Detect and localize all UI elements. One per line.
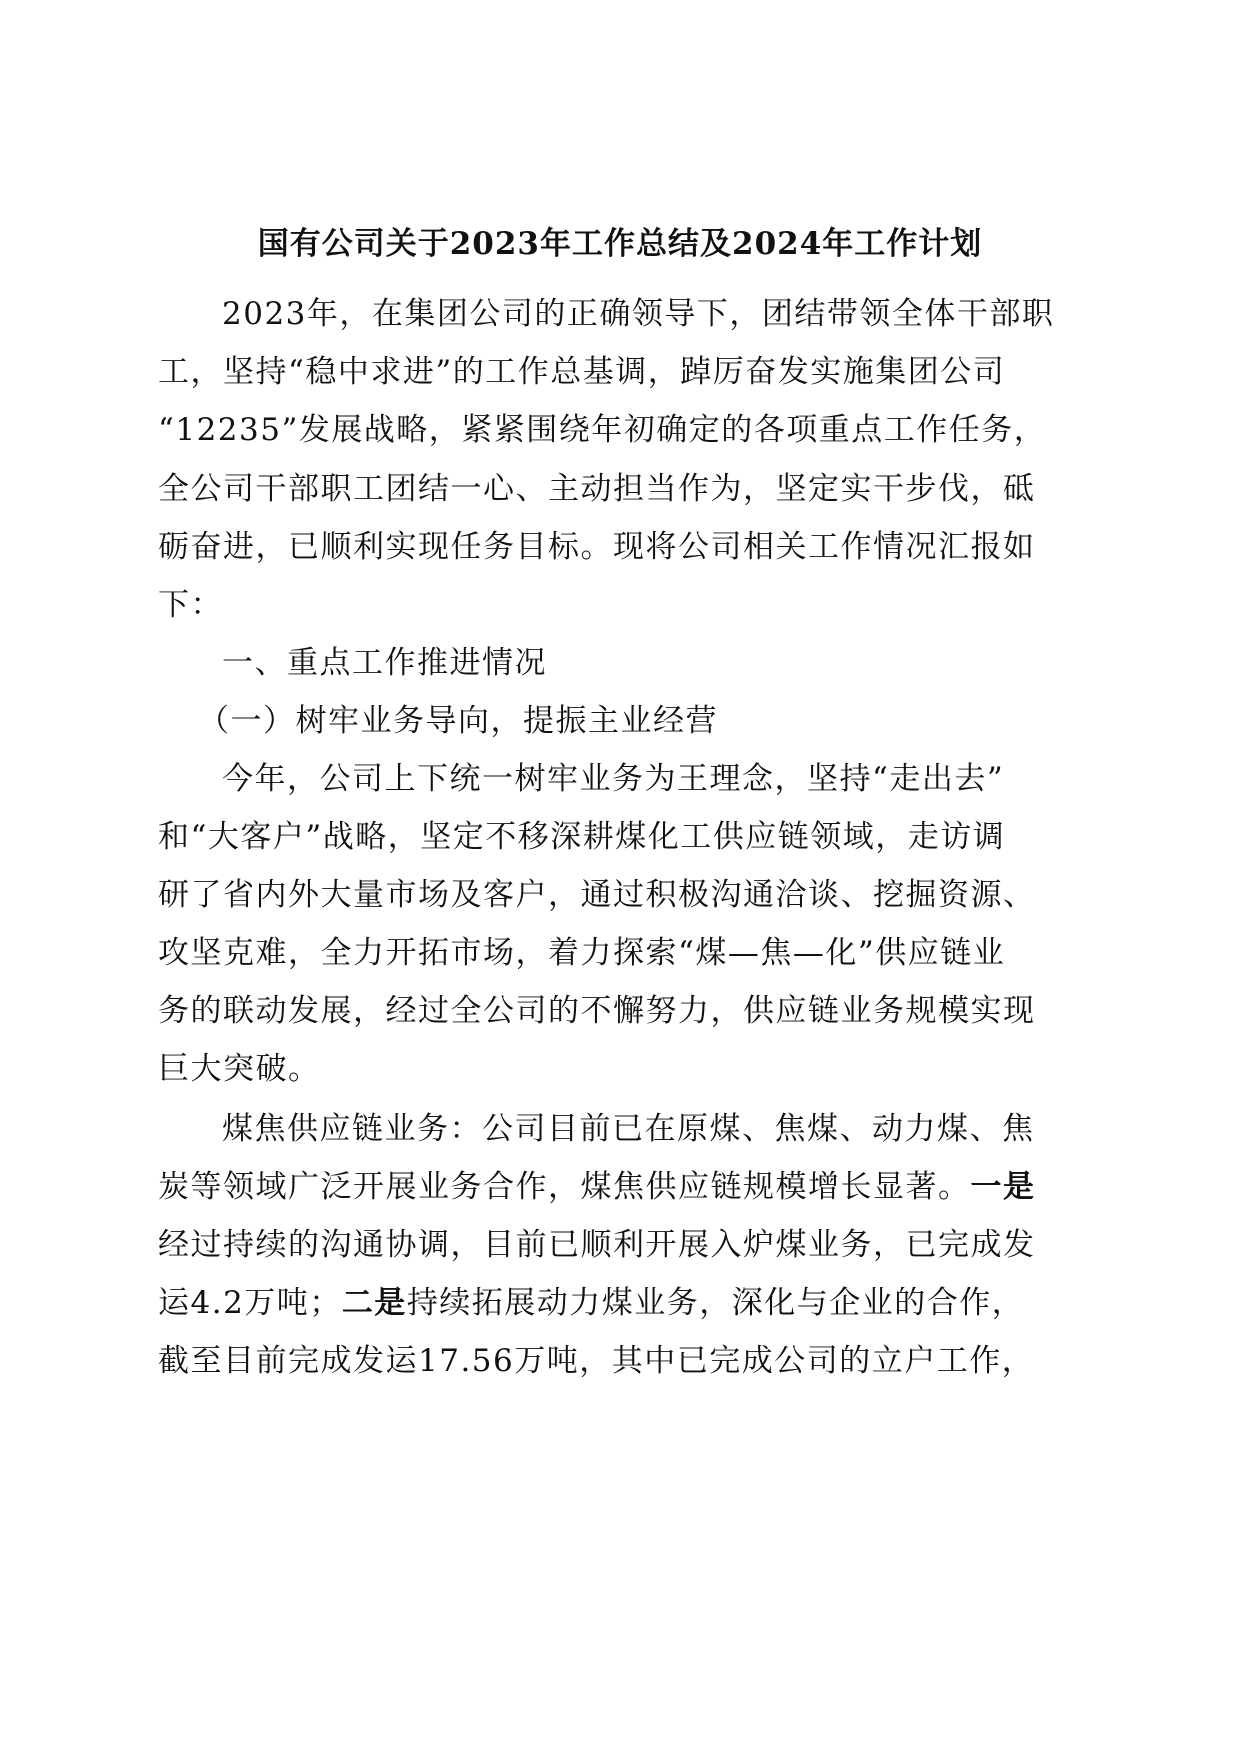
document-title: 国有公司关于2023年工作总结及2024年工作计划 [257,226,983,262]
paragraph-1-line-6: 下： [158,587,223,623]
section-heading-2: （一）树牢业务导向，提振主业经营 [198,703,718,739]
paragraph-3-line-4 [158,1281,1058,1325]
emphasis-first: 一是 [970,1169,1036,1205]
paragraph-3-line-2-text: 炭等领域广泛开展业务合作，煤焦供应链规模增长显著。 [158,1169,971,1205]
paragraph-1-line-2: 工，坚持“稳中求进”的工作总基调，踔厉奋发实施集团公司 [158,354,1006,390]
paragraph-1-line-4: 全公司干部职工团结一心、主动担当作为，坚定实干步伐，砥 [158,471,1036,507]
emphasis-second: 二是 [341,1285,407,1321]
paragraph-1-line-1: 2023年，在集团公司的正确领导下，团结带领全体干部职 [222,296,1055,332]
paragraph-3-line-5: 截至目前完成发运17.56万吨，其中已完成公司的立户工作， [158,1343,1035,1379]
paragraph-2-line-1: 今年，公司上下统一树牢业务为王理念，坚持“走出去” [222,761,1005,797]
paragraph-1-line-5: 砺奋进，已顺利实现任务目标。现将公司相关工作情况汇报如 [158,529,1036,565]
paragraph-2-line-3: 研了省内外大量市场及客户，通过积极沟通洽谈、挖掘资源、 [158,877,1036,913]
paragraph-2-line-4: 攻坚克难，全力开拓市场，着力探索“煤—焦—化”供应链业 [158,935,1006,971]
paragraph-2-line-2: 和“大客户”战略，坚定不移深耕煤化工供应链领域，走访调 [158,819,1006,855]
paragraph-1-line-3: “12235”发展战略，紧紧围绕年初确定的各项重点工作任务， [158,412,1047,448]
paragraph-2-line-5: 务的联动发展，经过全公司的不懈努力，供应链业务规模实现 [158,993,1036,1029]
paragraph-3-line-1: 煤焦供应链业务：公司目前已在原煤、焦煤、动力煤、焦 [222,1111,1035,1147]
paragraph-3-line-3: 经过持续的沟通协调，目前已顺利开展入炉煤业务，已完成发 [158,1227,1036,1263]
paragraph-3-line-4-rest: 持续拓展动力煤业务，深化与企业的合作， [406,1285,1025,1321]
paragraph-2-line-6: 巨大突破。 [158,1051,321,1087]
paragraph-3-line-2 [158,1165,1058,1209]
paragraph-3-line-4-text: 运4.2万吨； [158,1285,342,1321]
section-heading-1: 一、重点工作推进情况 [222,645,547,681]
